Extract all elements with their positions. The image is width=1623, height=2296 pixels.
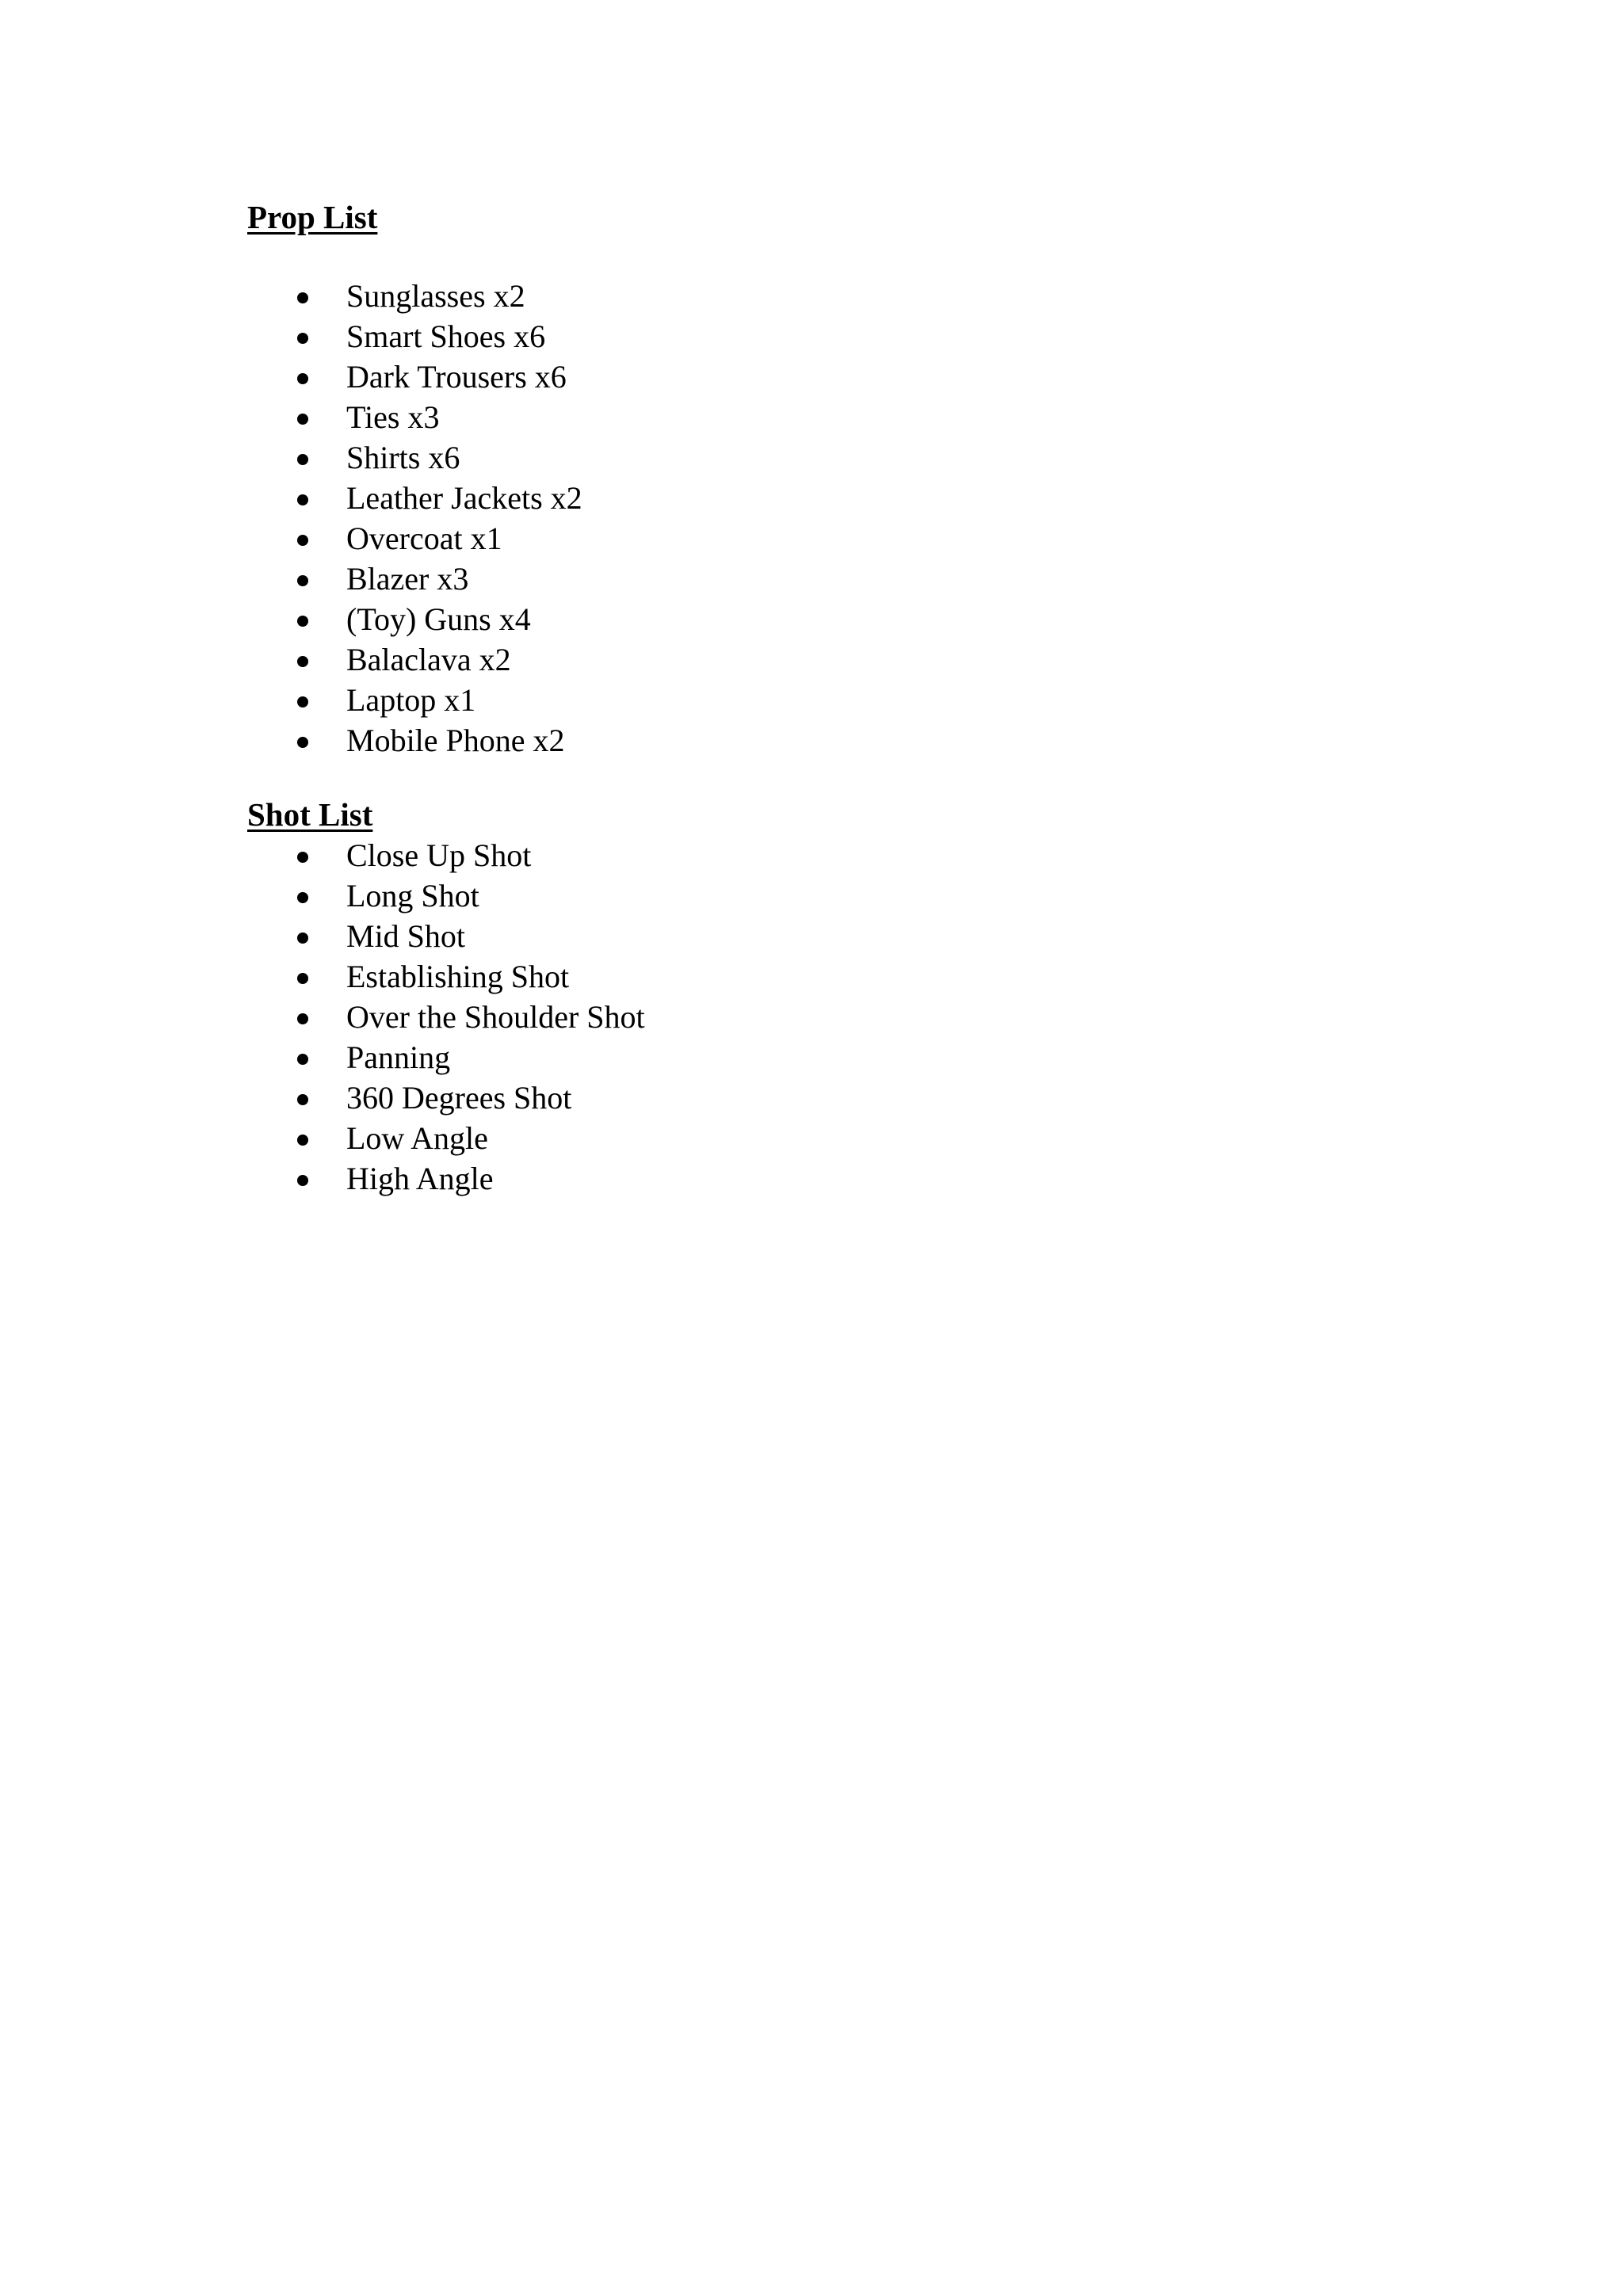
list-item-text: Establishing Shot (346, 959, 570, 994)
list-item-text: Mid Shot (346, 918, 466, 954)
list-item-text: Ties x3 (346, 399, 440, 435)
list-item-text: Leather Jackets x2 (346, 480, 582, 516)
bullet-icon (297, 292, 308, 303)
bullet-icon (297, 1135, 308, 1146)
bullet-icon (297, 852, 308, 863)
bullet-icon (297, 973, 308, 984)
bullet-icon (297, 454, 308, 465)
bullet-icon (297, 414, 308, 425)
bullet-icon (297, 1013, 308, 1024)
list-item-text: Shirts x6 (346, 440, 460, 475)
list-item-text: Dark Trousers x6 (346, 359, 567, 395)
prop-list-heading: Prop List (247, 199, 378, 235)
bullet-icon (297, 1094, 308, 1105)
list-item-text: Blazer x3 (346, 561, 469, 597)
bullet-icon (297, 892, 308, 903)
list-item-text: Panning (346, 1039, 451, 1075)
list-item-text: Mobile Phone x2 (346, 723, 565, 758)
bullet-icon (297, 1054, 308, 1065)
bullet-icon (297, 616, 308, 627)
list-item-text: (Toy) Guns x4 (346, 601, 531, 637)
bullet-icon (297, 333, 308, 344)
bullet-icon (297, 933, 308, 944)
bullet-icon (297, 535, 308, 546)
bullet-icon (297, 656, 308, 667)
list-item-text: Smart Shoes x6 (346, 318, 546, 354)
bullet-icon (297, 737, 308, 748)
list-item-text: High Angle (346, 1161, 494, 1196)
list-item-text: Low Angle (346, 1120, 488, 1156)
list-item-text: Long Shot (346, 878, 479, 913)
list-item-text: Laptop x1 (346, 682, 476, 718)
list-item-text: Balaclava x2 (346, 642, 511, 677)
list-item-text: Sunglasses x2 (346, 278, 525, 314)
bullet-icon (297, 1175, 308, 1186)
list-item-text: Overcoat x1 (346, 521, 502, 556)
bullet-icon (297, 575, 308, 586)
list-item-text: 360 Degrees Shot (346, 1080, 572, 1116)
list-item-text: Over the Shoulder Shot (346, 999, 645, 1035)
list-item-text: Close Up Shot (346, 837, 532, 873)
bullet-icon (297, 696, 308, 707)
shot-list-heading: Shot List (247, 796, 373, 833)
bullet-icon (297, 373, 308, 384)
bullet-icon (297, 494, 308, 505)
